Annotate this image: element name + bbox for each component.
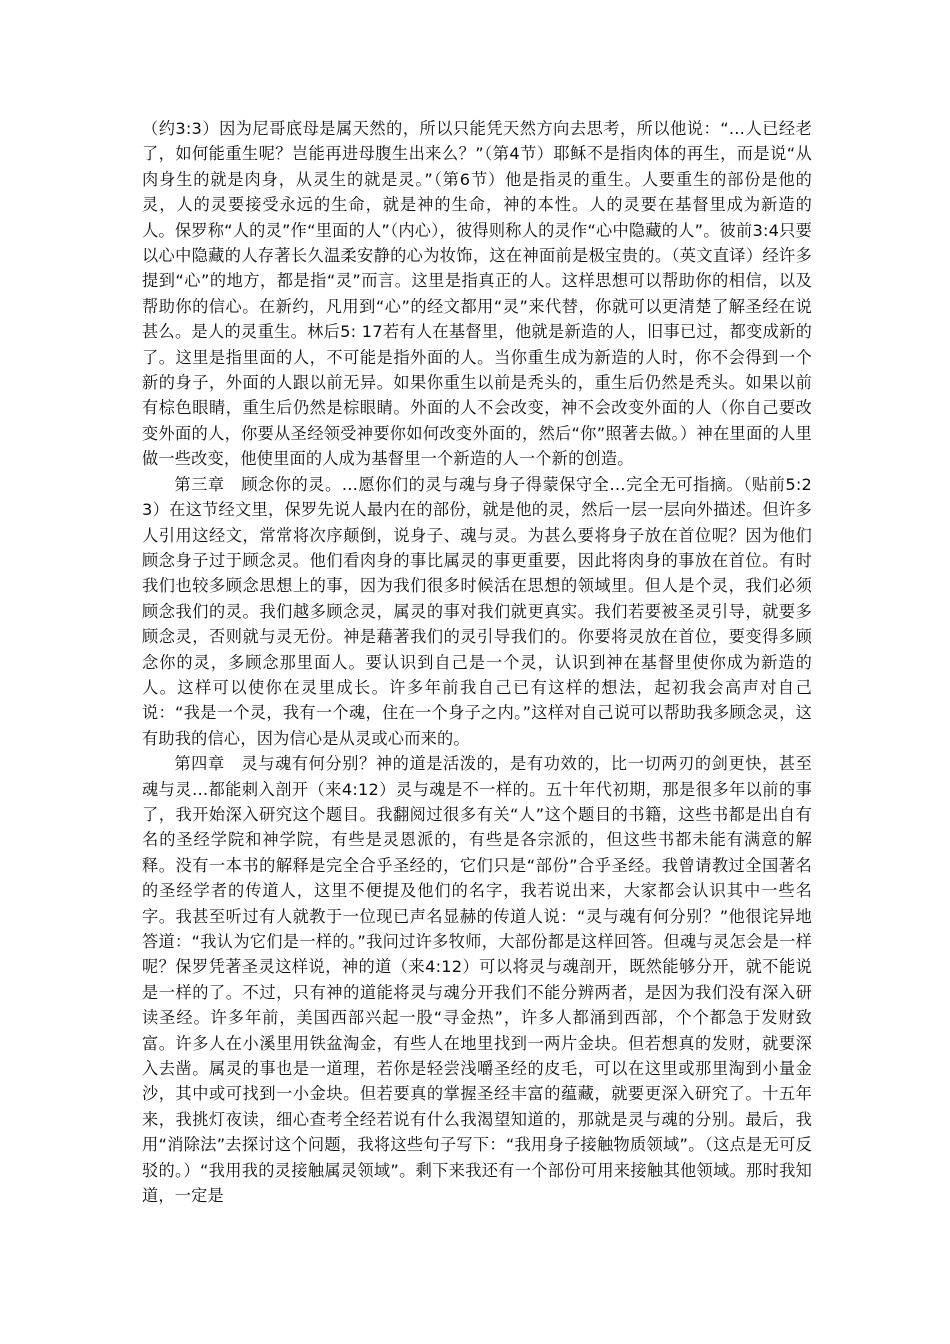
body-text <box>142 116 812 1208</box>
paragraph-continuation: （约3:3）因为尼哥底母是属天然的，所以只能凭天然方向去思考，所以他说：“…人已经老了，如何能重生呢？岂能再进母腹生出来么？”（第4节）耶稣不是指肉体的再生，而是说“从肉身生的就是肉身，从灵生的就是灵。”（第6节）他是指灵的重生。人要重生的部份是他的灵，人的灵要接受永远的生命，就是神的生命，神的本性。人的灵要在基督里成为新造的人。保罗称“人的灵”作“里面的人”（内心），彼得则称人的灵作“心中隐藏的人”。彼前3:4只要以心中隐藏的人存著长久温柔安静的心为妆饰，这在神面前是极宝贵的。（英文直译）经许多提到“心”的地方，都是指“灵”而言。这里是指真正的人。这样思想可以帮助你的相信，以及帮助你的信心。在新约，凡用到“心”的经文都用“灵”来代替，你就可以更清楚了解圣经在说甚么。是人的灵重生。林后5: 17若有人在基督里，他就是新造的人，旧事已过，都变成新的了。这里是指里面的人，不可能是指外面的人。当你重生成为新造的人时，你不会得到一个新的身子，外面的人跟以前无异。如果你重生以前是秃头的，重生后仍然是秃头。如果以前有棕色眼睛，重生后仍然是棕眼睛。外面的人不会改变，神不会改变外面的人（你自己要改变外面的人，你要从圣经领受神要你如何改变外面的，然后“你”照著去做。）神在里面的人里做一些改变，他使里面的人成为基督里一个新造的人一个新的创造。 <box>142 119 812 469</box>
paragraph-chapter-4: 第四章 灵与魂有何分别？神的道是活泼的，是有功效的，比一切两刃的剑更快，甚至魂与灵…都能刺入剖开（来4:12）灵与魂是不一样的。五十年代初期，那是很多年以前的事了，我开始深入研究这个题目。我翻阅过很多有关“人”这个题目的书籍，这些书都是出自有名的圣经学院和神学院，有些是灵恩派的，有些是各宗派的，但这些书都未能有满意的解释。没有一本书的解释是完全合乎圣经的，它们只是“部份”合乎圣经。我曾请教过全国著名的圣经学者的传道人，这里不便提及他们的名字，我若说出来，大家都会认识其中一些名字。我甚至听过有人就教于一位现已声名显赫的传道人说：“灵与魂有何分别？”他很诧异地答道：“我认为它们是一样的。”我问过许多牧师，大部份都是这样回答。但魂与灵怎会是一样呢？保罗凭著圣灵这样说，神的道（来4:12）可以将灵与魂剖开，既然能够分开，就不能说是一样的了。不过，只有神的道能将灵与魂分开我们不能分辨两者，是因为我们没有深入研读圣经。许多年前，美国西部兴起一股“寻金热”，许多人都涌到西部，个个都急于发财致富。许多人在小溪里用铁盆淘金，有些人在地里找到一两片金块。但若想真的发财，就要深入去凿。属灵的事也是一道理，若你是轻尝浅嚼圣经的皮毛，可以在这里或那里淘到小量金沙，其中或可找到一小金块。但若要真的掌握圣经丰富的蕴藏，就要更深入研究了。十五年来，我挑灯夜读，细心查考全经若说有什么我渴望知道的，那就是灵与魂的分别。最后，我用“消除法”去探讨这个问题，我将这些句子写下：“我用身子接触物质领域”。（这点是无可反驳的。）“我用我的灵接触属灵领域”。剩下来我还有一个部份可用来接触其他领域。那时我知道，一定是 <box>142 754 812 1206</box>
paragraph-chapter-3: 第三章 顾念你的灵。…愿你们的灵与魂与身子得蒙保守全…完全无可指摘。（贴前5:23）在这节经文里，保罗先说人最内在的部份，就是他的灵，然后一层一层向外描述。但许多人引用这经文，常常将次序颠倒，说身子、魂与灵。为甚么要将身子放在首位呢？因为他们顾念身子过于顾念灵。他们看肉身的事比属灵的事更重要，因此将肉身的事放在首位。有时我们也较多顾念思想上的事，因为我们很多时候活在思想的领域里。但人是个灵，我们必须顾念我们的灵。我们越多顾念灵，属灵的事对我们就更真实。我们若要被圣灵引导，就要多顾念灵，否则就与灵无份。神是藉著我们的灵引导我们的。你要将灵放在首位，要变得多顾念你的灵，多顾念那里面人。要认识到自己是一个灵，认识到神在基督里使你成为新造的人。这样可以使你在灵里成长。许多年前我自己已有这样的想法，起初我会高声对自己说：“我是一个灵，我有一个魂，住在一个身子之内。”这样对自己说可以帮助我多顾念灵，这有助我的信心，因为信心是从灵或心而来的。 <box>142 474 812 748</box>
